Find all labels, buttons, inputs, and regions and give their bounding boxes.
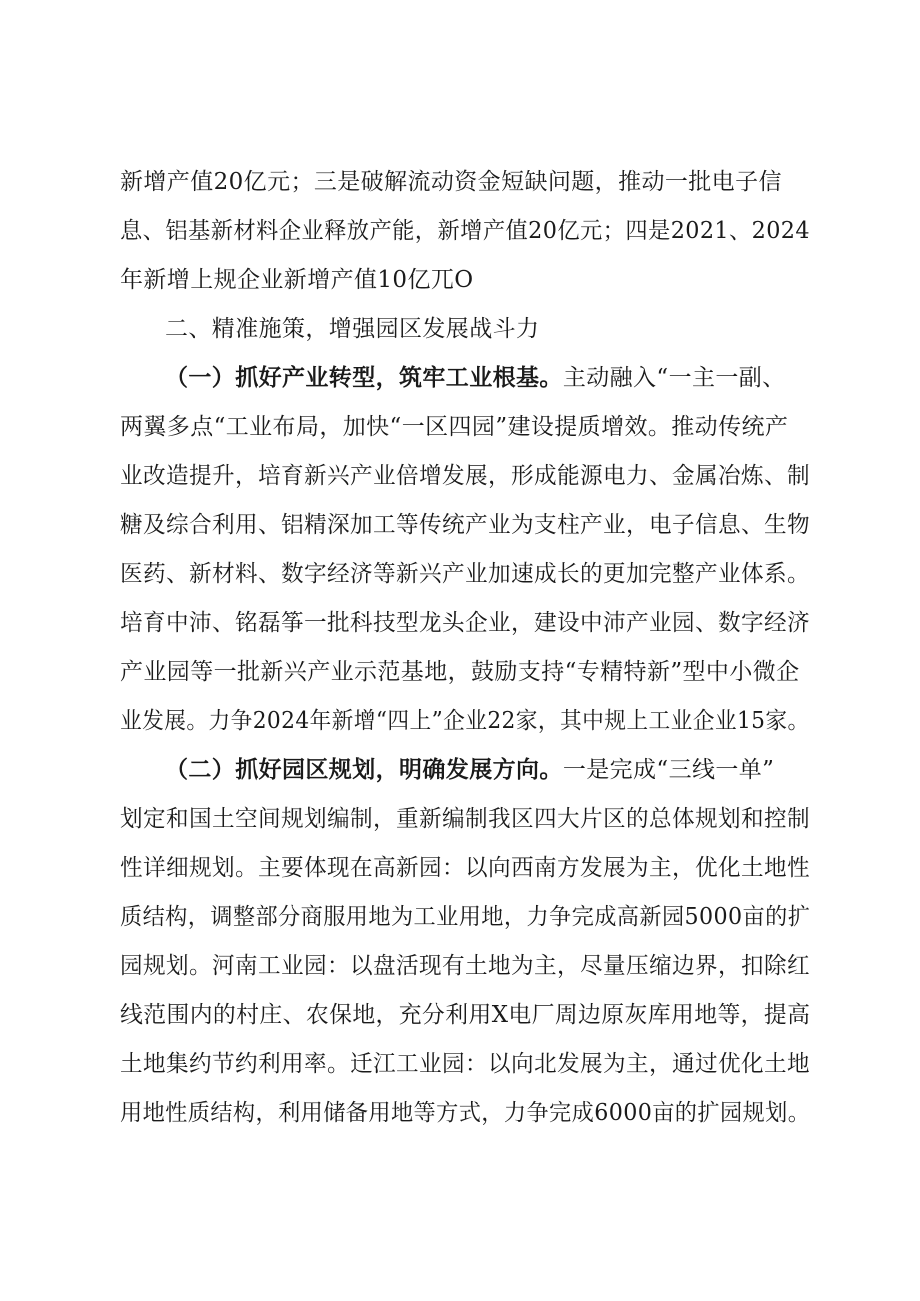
paragraph-3-line-3: 性详细规划。主要体现在高新园：以向西南方发展为主，优化土地性 — [120, 855, 810, 881]
paragraph-3-line-4: 质结构，调整部分商服用地为工业用地，力争完成高新园5000亩的扩 — [120, 904, 811, 930]
paragraph-2-line-5: 医药、新材料、数字经济等新兴产业加速成长的更加完整产业体系。 — [120, 561, 810, 587]
paragraph-3-line-5: 园规划。河南工业园：以盘活现有土地为主，尽量压缩边界，扣除红 — [120, 953, 810, 979]
paragraph-1-line-1: 新增产值20亿元；三是破解流动资金短缺问题，推动一批电子信 — [120, 169, 782, 195]
paragraph-3-line-6: 线范围内的村庄、农保地，充分利用X电厂周边原灰库用地等，提高 — [120, 1002, 811, 1028]
section-2-heading: 二、精准施策，增强园区发展战斗力 — [165, 316, 540, 342]
paragraph-2-line-1-text: 主动融入“一主一副、 — [562, 365, 786, 391]
paragraph-2-line-6: 培育中沛、铭磊筝一批科技型龙头企业，建设中沛产业园、数字经济 — [120, 610, 810, 636]
paragraph-2-line-1 — [165, 364, 786, 392]
paragraph-3-line-2: 划定和国土空间规划编制，重新编制我区四大片区的总体规划和控制 — [120, 806, 810, 832]
paragraph-1-line-2: 息、铝基新材料企业释放产能，新增产值20亿元；四是2021、2024 — [120, 218, 810, 244]
paragraph-2-line-4: 糖及综合利用、铝精深加工等传统产业为支柱产业，电子信息、生物 — [120, 512, 810, 538]
paragraph-3-line-8: 用地性质结构，利用储备用地等方式，力争完成6000亩的扩园规划。 — [120, 1100, 811, 1126]
paragraph-2-line-7: 产业园等一批新兴产业示范基地，鼓励支持“专精特新”型中小微企 — [120, 659, 800, 685]
paragraph-3-lead-heading: （二）抓好园区规划，明确发展方向。 — [165, 756, 563, 783]
paragraph-3-line-7: 土地集约节约利用率。迁江工业园：以向北发展为主，通过优化土地 — [120, 1051, 810, 1077]
paragraph-2-line-8: 业发展。力争2024年新增“四上”企业22家，其中规上工业企业15家。 — [120, 708, 810, 734]
paragraph-2-lead-heading: （一）抓好产业转型，筑牢工业根基。 — [165, 364, 563, 391]
paragraph-2-line-3: 业改造提升，培育新兴产业倍增发展，形成能源电力、金属冶炼、制 — [120, 463, 810, 489]
paragraph-3-line-1 — [165, 756, 774, 784]
paragraph-1-line-3: 年新增上规企业新增产值10亿兀O — [120, 267, 474, 293]
paragraph-3-line-1-text: 一是完成“三线一单” — [562, 757, 775, 783]
paragraph-2-line-2: 两翼多点“工业布局，加快“一区四园”建设提质增效。推动传统产 — [120, 414, 789, 440]
